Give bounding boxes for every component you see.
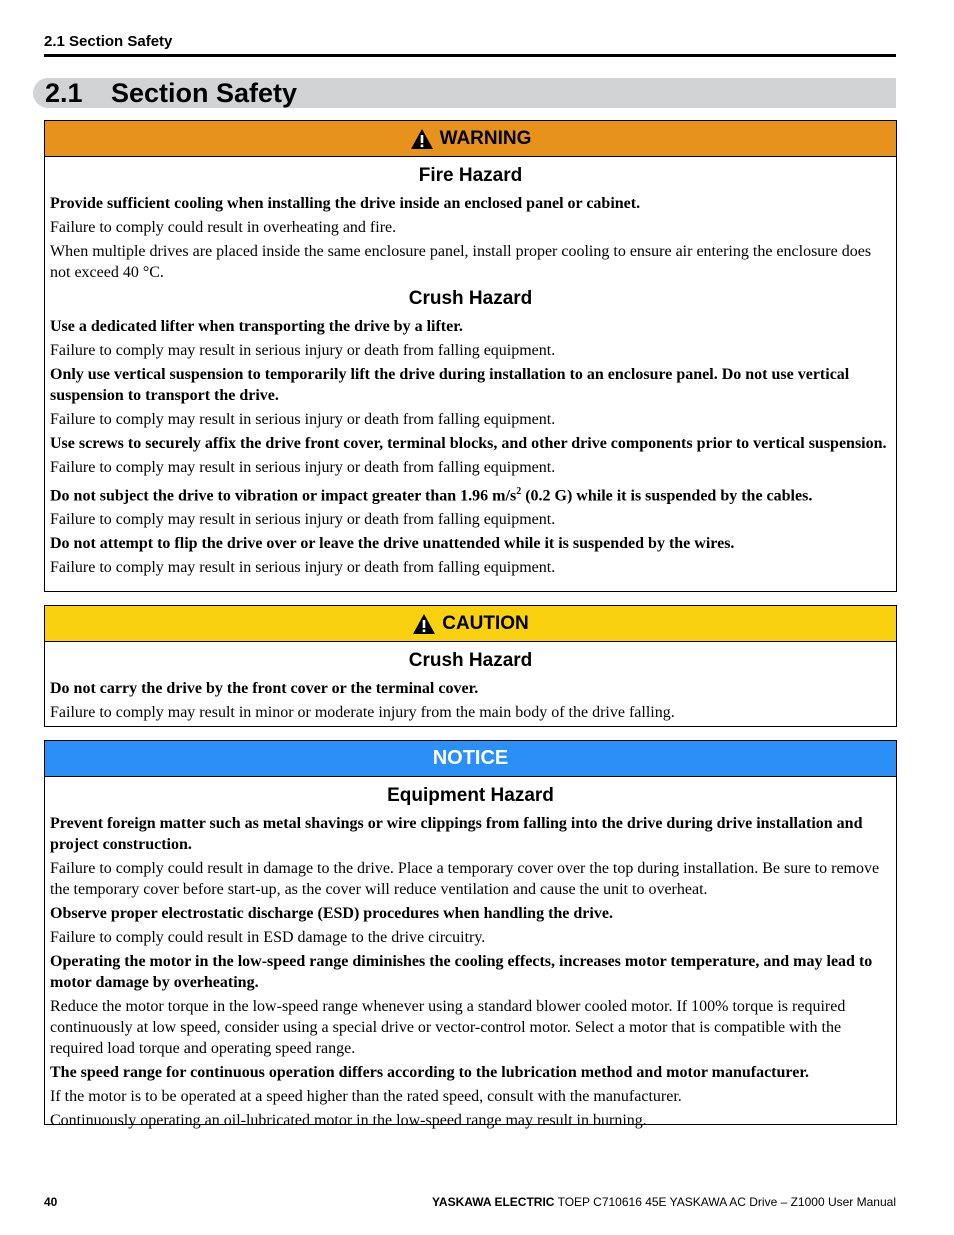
crush-instruction-2: Only use vertical suspension to temporarily lift the drive during installation to an enclosure panel. Do not use vertical suspension to transport the drive. (50, 366, 850, 404)
fire-hazard-title: Fire Hazard (418, 165, 523, 186)
equipment-hazard-title: Equipment Hazard (387, 785, 554, 806)
caution-box (44, 605, 897, 727)
crush-instruction-3: Use screws to securely affix the drive front cover, terminal blocks, and other drive components prior to vertical suspension. (50, 435, 887, 452)
crush-instruction-4-before: Do not subject the drive to vibration or impact greater than 1.96 m/s (50, 487, 517, 505)
crush-consequence-3: Failure to comply may result in serious injury or death from falling equipment. (50, 459, 556, 476)
caution-hazard-title: Crush Hazard (408, 650, 533, 671)
crush-instruction-4-sup: 2 (516, 486, 522, 497)
footer-manual-ref: TOEP C710616 45E YASKAWA AC Drive – Z1000 User Manual (557, 1195, 896, 1209)
notice-consequence-3: Reduce the motor torque in the low-speed range whenever using a standard blower cooled motor. If 100% torque is required continuously at low speed, consider using a special drive or vector-control motor. Select a motor that is compatible with the required load torque and operating speed range. (50, 998, 846, 1057)
notice-consequence-2: Failure to comply could result in ESD damage to the drive circuitry. (50, 929, 486, 946)
manual-reference (432, 1193, 896, 1211)
caution-header (45, 606, 896, 642)
running-header: 2.1 Section Safety (44, 33, 896, 57)
footer-brand: YASKAWA ELECTRIC (432, 1195, 555, 1209)
notice-instruction-4: The speed range for continuous operation differs according to the lubrication method and motor manufacturer. (50, 1064, 809, 1081)
crush-instruction-4-after: (0.2 G) while it is suspended by the cables. (521, 487, 813, 505)
caution-label: CAUTION (442, 612, 529, 634)
warning-header (45, 121, 896, 157)
notice-body (45, 777, 896, 1140)
warning-body (45, 157, 896, 587)
caution-consequence: Failure to comply may result in minor or moderate injury from the main body of the drive falling. (50, 704, 675, 721)
notice-instruction-3: Operating the motor in the low-speed range diminishes the cooling effects, increases motor temperature, and may lead to motor damage by overheating. (50, 953, 873, 991)
warning-triangle-icon (412, 613, 436, 635)
notice-instruction-2: Observe proper electrostatic discharge (ESD) procedures when handling the drive. (50, 905, 613, 922)
warning-box (44, 120, 897, 592)
crush-consequence-1: Failure to comply may result in serious injury or death from falling equipment. (50, 342, 556, 359)
crush-instruction-1: Use a dedicated lifter when transporting the drive by a lifter. (50, 318, 463, 335)
fire-hazard-note: When multiple drives are placed inside the same enclosure panel, install proper cooling to ensure air entering the enclosure does not exceed 40 °C. (50, 243, 872, 281)
section-title-text: Section Safety (111, 78, 298, 108)
caution-instruction: Do not carry the drive by the front cover or the terminal cover. (50, 680, 479, 697)
warning-triangle-icon (410, 128, 434, 150)
notice-consequence-1: Failure to comply could result in damage to the drive. Place a temporary cover over the top during installation. Be sure to remove the temporary cover before start-up, as the cover will reduce ventilation and cause the unit to overheat. (50, 860, 880, 898)
crush-hazard-title: Crush Hazard (408, 288, 533, 309)
notice-label: NOTICE (432, 747, 509, 769)
crush-consequence-4: Failure to comply may result in serious injury or death from falling equipment. (50, 511, 556, 529)
caution-body (45, 642, 896, 732)
fire-hazard-consequence: Failure to comply could result in overheating and fire. (50, 219, 397, 236)
crush-consequence-2: Failure to comply may result in serious injury or death from falling equipment. (50, 411, 556, 428)
notice-box (44, 740, 897, 1129)
warning-label: WARNING (439, 127, 532, 149)
fire-hazard-instruction: Provide sufficient cooling when installing the drive inside an enclosed panel or cabinet. (50, 195, 641, 212)
crush-instruction-5: Do not attempt to flip the drive over or leave the drive unattended while it is suspended by the wires. (50, 535, 735, 553)
notice-instruction-1: Prevent foreign matter such as metal shavings or wire clippings from falling into the drive during drive installation and project construction. (50, 815, 863, 853)
section-number: 2.1 (45, 78, 83, 108)
crush-instruction-4 (50, 481, 891, 506)
notice-header (45, 741, 896, 777)
notice-consequence-4a: If the motor is to be operated at a speed higher than the rated speed, consult with the manufacturer. (50, 1088, 682, 1105)
notice-consequence-4b: Continuously operating an oil-lubricated motor in the low-speed range may result in burning. (50, 1112, 647, 1129)
section-title (33, 78, 896, 108)
crush-consequence-5: Failure to comply may result in serious injury or death from falling equipment. (50, 559, 556, 577)
running-footer (44, 1193, 896, 1211)
page-number: 40 (44, 1195, 58, 1209)
